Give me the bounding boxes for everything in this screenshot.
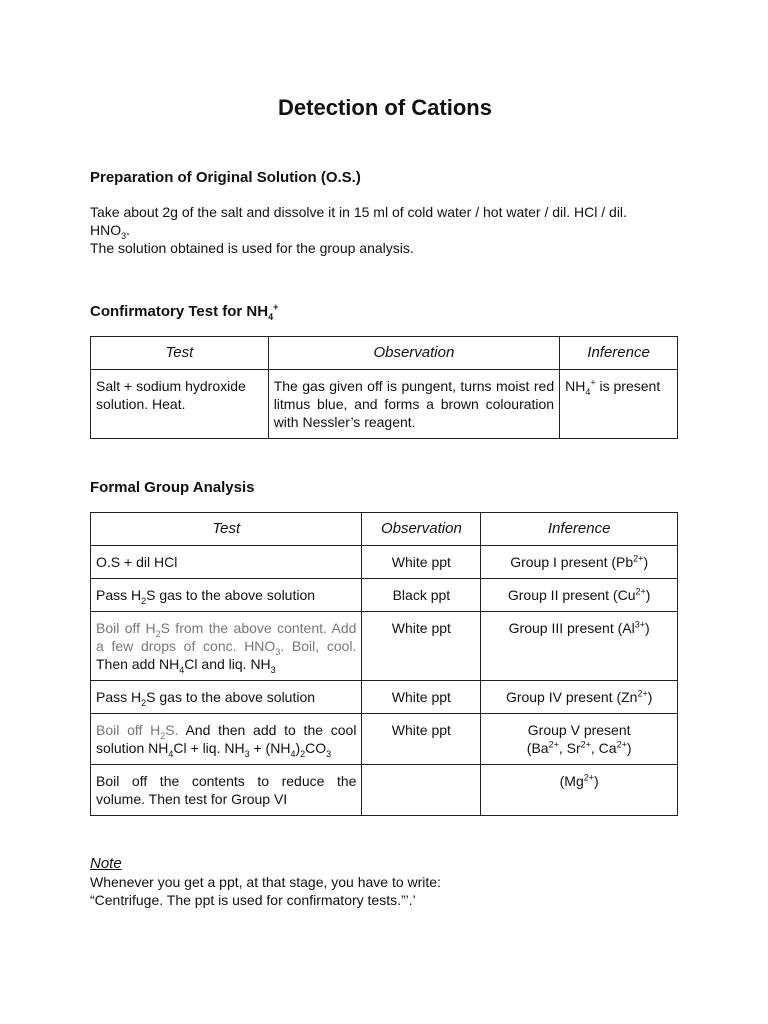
prep-line-3: The solution obtained is used for the group analysis. [90, 240, 414, 256]
cell-inference: Group I present $(Pb^{2+})$ [481, 546, 678, 579]
cell-observation: The gas given off is pungent, turns moist red litmus blue, and forms a brown colouration with Nessler’s reagent. [268, 370, 559, 439]
prep-heading: Preparation of Original Solution (O.S.) [90, 169, 361, 186]
confirmatory-table [90, 336, 678, 439]
table-header-row [91, 513, 678, 546]
cell-test: O.S + dil HCl [91, 546, 362, 579]
note-title: Note [90, 855, 122, 872]
header-test: Test [91, 337, 269, 370]
note-line-1: Whenever you get a ppt, at that stage, you have to write: [90, 874, 441, 890]
cell-inference: Group III present $(Al^{3+})$ [481, 612, 678, 681]
prep-paragraph [90, 203, 680, 257]
header-test: Test [91, 513, 362, 546]
note-section [90, 855, 680, 909]
table-row [91, 681, 678, 714]
prep-line-2: $HNO_3$. [90, 222, 131, 241]
cell-inference: Group IV present $(Zn^{2+})$ [481, 681, 678, 714]
cell-observation: Black ppt [362, 579, 481, 612]
cell-inference: $(Mg^{2+})$ [481, 765, 678, 816]
cell-observation [362, 765, 481, 816]
cell-inference: Group V present ($Ba^{2+}$, $Sr^{2+}$, $Ca^{2+}$) [481, 714, 678, 765]
formal-heading: Formal Group Analysis [90, 479, 255, 496]
group-analysis-table [90, 512, 678, 816]
cell-inference: Group II present $(Cu^{2+})$ [481, 579, 678, 612]
table-header-row [91, 337, 678, 370]
confirm-heading: Confirmatory Test for $NH_4^+$ [90, 302, 279, 322]
table-row [91, 579, 678, 612]
cell-observation: White ppt [362, 612, 481, 681]
cell-observation: White ppt [362, 714, 481, 765]
header-inference: Inference [560, 337, 678, 370]
cell-observation: White ppt [362, 546, 481, 579]
page-title: Detection of Cations [278, 95, 492, 120]
table-row [91, 612, 678, 681]
cell-test: Boil off $H_2S$ from the above content. Add a few drops of conc. $HNO_3$. Boil, cool. Then add $NH_4Cl$ and liq. $NH_3$ [91, 612, 362, 681]
header-observation: Observation [362, 513, 481, 546]
cell-test: Pass $H_2S$ gas to the above solution [91, 579, 362, 612]
table-row [91, 370, 678, 439]
table-row [91, 546, 678, 579]
prep-line-1: Take about 2g of the salt and dissolve it in 15 ml of cold water / hot water / dil. HCl / dil. [90, 204, 627, 220]
table-row [91, 765, 678, 816]
cell-observation: White ppt [362, 681, 481, 714]
cell-test: Pass $H_2S$ gas to the above solution [91, 681, 362, 714]
table-row [91, 714, 678, 765]
cell-test: Salt + sodium hydroxide solution. Heat. [91, 370, 269, 439]
header-observation: Observation [268, 337, 559, 370]
note-line-2: “Centrifuge. The ppt is used for confirmatory tests.”’.’ [90, 892, 416, 908]
cell-test: Boil off the contents to reduce the volume. Then test for Group VI [91, 765, 362, 816]
header-inference: Inference [481, 513, 678, 546]
cell-test: Boil off $H_2S$. And then add to the cool solution $NH_4Cl$ + liq. $NH_3 + (NH_4)_2CO_3$ [91, 714, 362, 765]
cell-inference: $NH_4^+$ is present [560, 370, 678, 439]
